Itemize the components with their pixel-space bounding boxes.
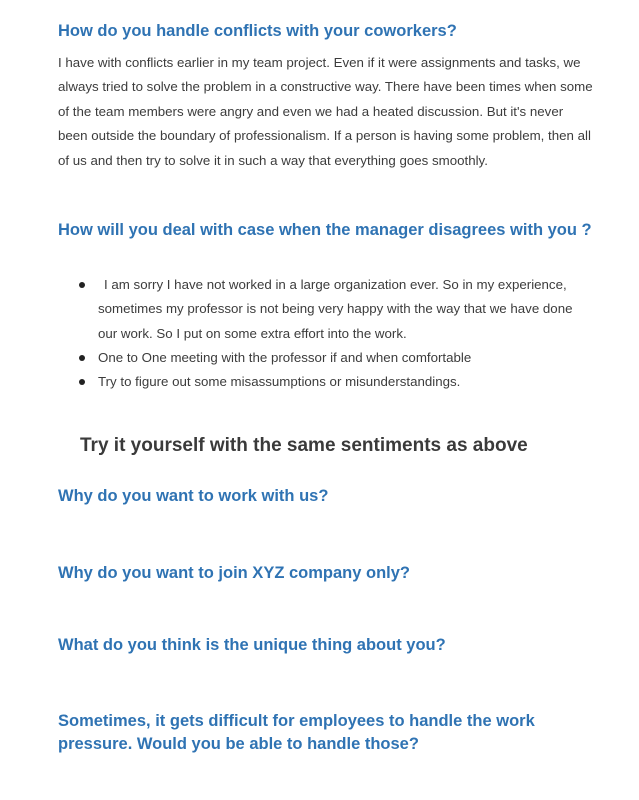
bullet-dot-icon — [79, 355, 85, 361]
answer-bullet-list — [98, 273, 588, 394]
bullet-item — [98, 370, 588, 394]
practice-question-work-pressure: Sometimes, it gets difficult for employees to handle the work pressure. Would you be able to handle those? — [58, 712, 535, 753]
question-heading-manager-disagrees: How will you deal with case when the manager disagrees with you ? — [58, 221, 592, 239]
answer-paragraph-conflicts: I have with conflicts earlier in my team project. Even if it were assignments and tasks, we always tried to solve the problem in a constructive way. There have been times when some of the team members were angry and even we had a heated discussion. But it's never been outside the boundary of professionalism. If a person is having some problem, then all of us and then try to solve it in such a way that everything goes smoothly. — [58, 55, 593, 168]
practice-question-unique-thing: What do you think is the unique thing about you? — [58, 636, 446, 654]
bullet-dot-icon — [79, 379, 85, 385]
bullet-text: One to One meeting with the professor if and when comfortable — [98, 349, 472, 365]
bullet-item — [98, 346, 588, 370]
bullet-text: I am sorry I have not worked in a large organization ever. So in my experience, sometimes my professor is not being very happy with the way that we have done our work. So I put on some extra effort into the work. — [98, 277, 573, 341]
practice-question-work-with-us: Why do you want to work with us? — [58, 487, 329, 505]
question-heading-conflicts: How do you handle conflicts with your coworkers? — [58, 22, 457, 40]
practice-heading: Try it yourself with the same sentiments as above — [80, 435, 528, 456]
bullet-text: Try to figure out some misassumptions or misunderstandings. — [98, 374, 461, 390]
bullet-item — [98, 273, 588, 346]
bullet-dot-icon — [79, 282, 85, 288]
practice-question-join-company: Why do you want to join XYZ company only? — [58, 564, 411, 582]
